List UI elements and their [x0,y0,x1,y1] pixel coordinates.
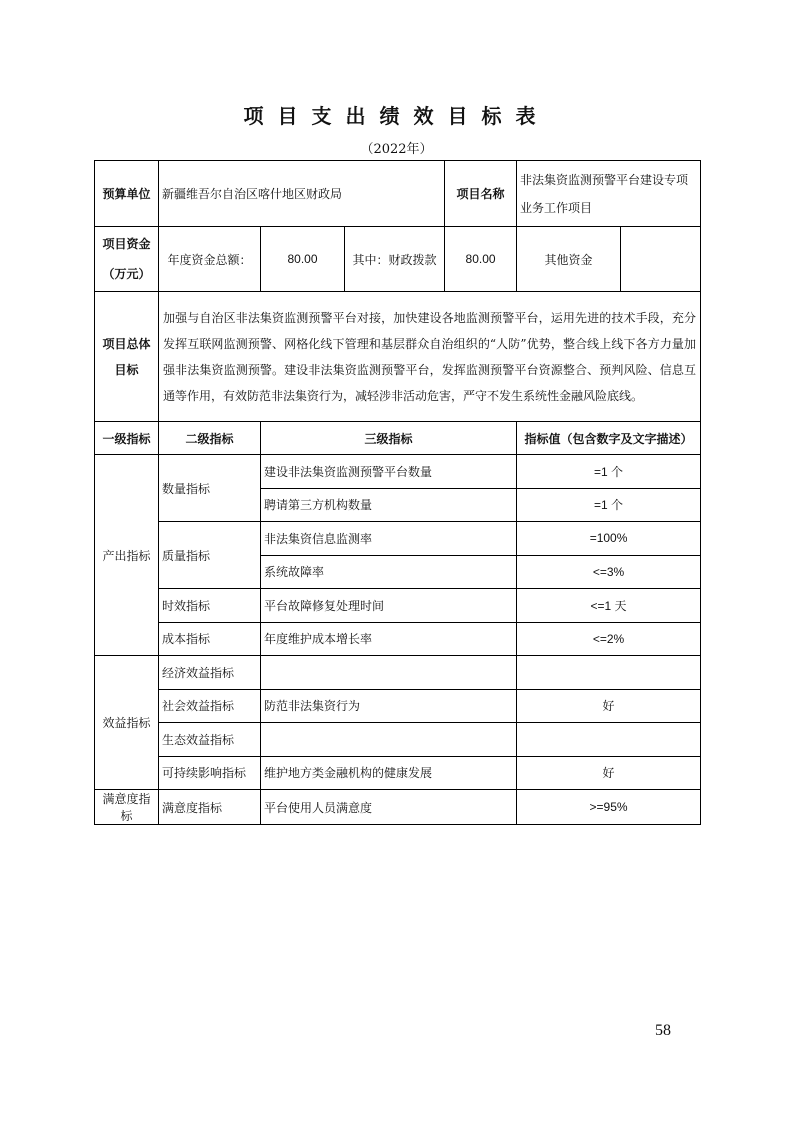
level2-indicator: 数量指标 [159,455,261,522]
indicator-value: <=3% [517,555,701,589]
header-level3: 三级指标 [261,422,517,455]
level2-indicator: 成本指标 [159,622,261,656]
table-row [95,689,701,723]
unit-value: 新疆维吾尔自治区喀什地区财政局 [159,161,445,227]
year-subtitle: （2022年） [360,142,433,157]
level2-indicator: 时效指标 [159,589,261,623]
indicator-value: =100% [517,522,701,556]
header-value: 指标值（包含数字及文字描述） [517,422,701,455]
project-name-value: 非法集资监测预警平台建设专项业务工作项目 [517,161,701,227]
finance-label: 其中：财政拨款 [345,227,445,292]
indicator-value: 好 [517,689,701,723]
indicator-value: =1 个 [517,455,701,489]
table-row [95,455,701,489]
indicator-value: 好 [517,756,701,790]
level3-indicator: 平台故障修复处理时间 [261,589,517,623]
level2-indicator: 满意度指标 [159,790,261,825]
table-row [95,790,701,825]
level3-indicator: 系统故障率 [261,555,517,589]
other-value [621,227,701,292]
unit-label: 预算单位 [95,161,159,227]
header-level1: 一级指标 [95,422,159,455]
level3-indicator: 平台使用人员满意度 [261,790,517,825]
goal-text: 加强与自治区非法集资监测预警平台对接，加快建设各地监测预警平台，运用先进的技术手段，充分发挥互联网监测预警、网格化线下管理和基层群众自治组织的“人防”优势，整合线上线下各方力量加强非法集资监测预警。建设非法集资监测预警平台，发挥监测预警平台资源整合、预判风险、信息互通等作用，有效防范非法集资行为，减轻涉非活动危害，严守不发生系统性金融风险底线。 [159,292,701,422]
level3-indicator [261,656,517,690]
table-row [95,589,701,623]
table-row [95,723,701,757]
goal-label: 项目总体目标 [95,292,159,422]
indicator-value: <=2% [517,622,701,656]
level2-indicator: 质量指标 [159,522,261,589]
page-title: 项目支出绩效目标表 [243,104,550,128]
performance-table [94,160,701,825]
table-row [95,622,701,656]
level3-indicator: 防范非法集资行为 [261,689,517,723]
finance-value: 80.00 [445,227,517,292]
table-row [95,756,701,790]
indicator-value: >=95% [517,790,701,825]
annual-total-value: 80.00 [261,227,345,292]
level1-indicator: 效益指标 [95,656,159,790]
page-number: 58 [655,1022,671,1039]
level2-indicator: 社会效益指标 [159,689,261,723]
level3-indicator: 维护地方类金融机构的健康发展 [261,756,517,790]
other-label: 其他资金 [517,227,621,292]
table-row [95,656,701,690]
level1-indicator: 产出指标 [95,455,159,656]
funds-label: 项目资金（万元） [95,227,159,292]
table-row [95,522,701,556]
level2-indicator: 经济效益指标 [159,656,261,690]
level1-indicator: 满意度指标 [95,790,159,825]
header-level2: 二级指标 [159,422,261,455]
indicator-value: =1 个 [517,488,701,522]
annual-total-label: 年度资金总额： [159,227,261,292]
indicator-value: <=1 天 [517,589,701,623]
project-name-label: 项目名称 [445,161,517,227]
level3-indicator: 非法集资信息监测率 [261,522,517,556]
level3-indicator: 年度维护成本增长率 [261,622,517,656]
level2-indicator: 生态效益指标 [159,723,261,757]
indicator-value [517,656,701,690]
indicator-value [517,723,701,757]
level3-indicator: 建设非法集资监测预警平台数量 [261,455,517,489]
level2-indicator: 可持续影响指标 [159,756,261,790]
level3-indicator [261,723,517,757]
level3-indicator: 聘请第三方机构数量 [261,488,517,522]
